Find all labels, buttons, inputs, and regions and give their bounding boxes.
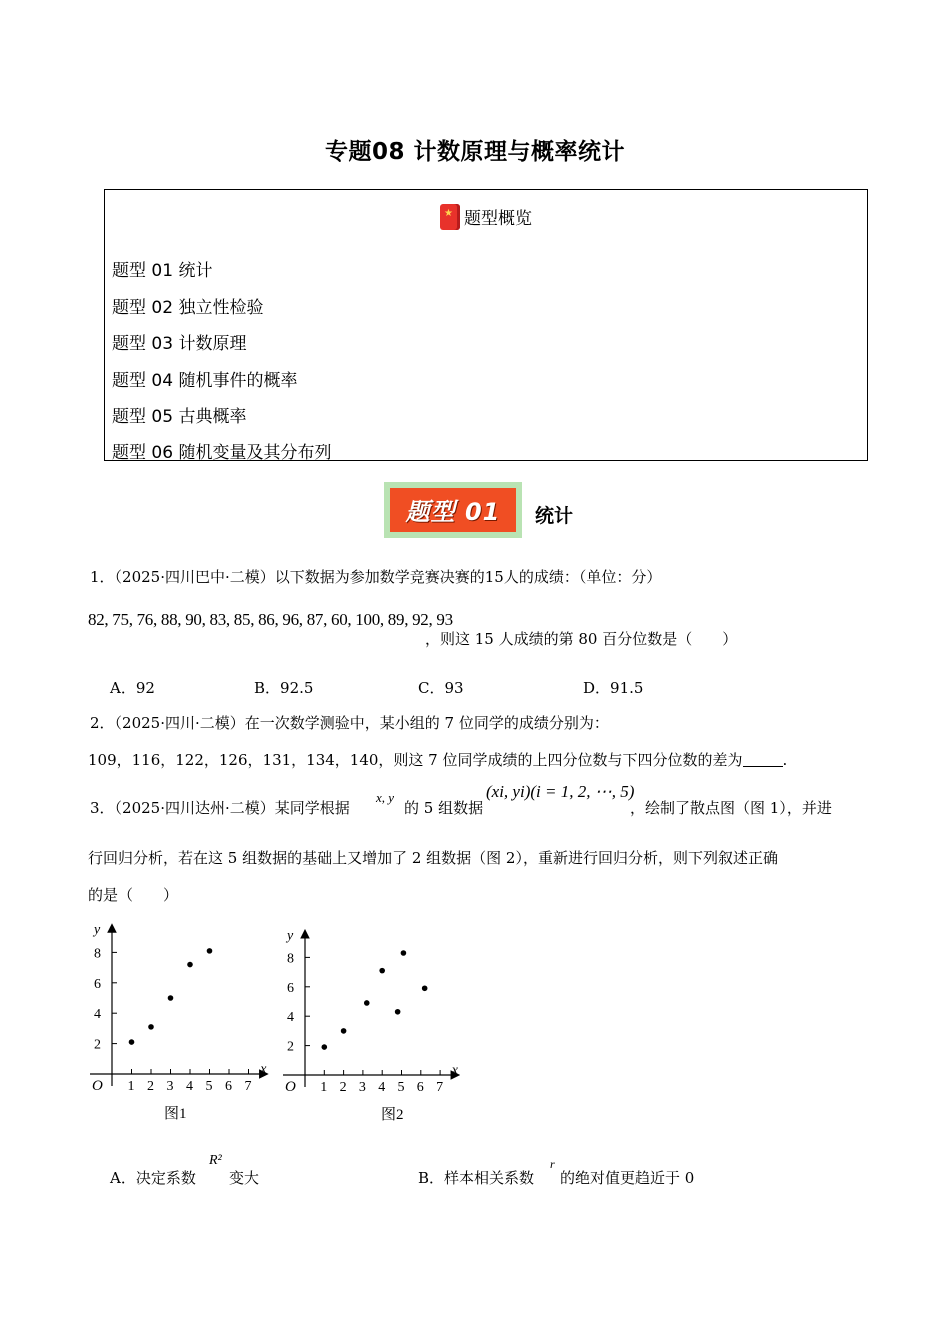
book-icon bbox=[440, 204, 460, 230]
q1-question: ，则这 15 人成绩的第 80 百分位数是（ ） bbox=[425, 630, 738, 648]
q3-line3: 的是（ ） bbox=[88, 886, 179, 904]
data-point bbox=[379, 968, 385, 974]
origin-label: O bbox=[285, 1079, 296, 1095]
x-tick-label: 5 bbox=[397, 1080, 405, 1095]
data-point bbox=[187, 962, 193, 968]
y-tick-label: 8 bbox=[287, 951, 294, 967]
data-point bbox=[129, 1039, 135, 1045]
x-tick-label: 2 bbox=[147, 1079, 154, 1094]
y-tick-label: 6 bbox=[287, 980, 294, 996]
x-tick-label: 5 bbox=[205, 1079, 213, 1094]
scatter-figures bbox=[80, 908, 480, 1128]
y-tick-label: 4 bbox=[94, 1007, 101, 1023]
data-point bbox=[341, 1028, 347, 1034]
toc-item-6[interactable]: 题型 06 随机变量及其分布列 bbox=[112, 443, 332, 463]
y-axis-label: y bbox=[94, 922, 101, 938]
data-point bbox=[322, 1044, 328, 1050]
toc-heading-text: 题型概览 bbox=[464, 209, 532, 229]
data-point bbox=[148, 1024, 154, 1030]
scatter-chart-2 bbox=[283, 928, 459, 1123]
q1-intro: 1．（2025·四川巴中·二模）以下数据为参加数学竞赛决赛的15人的成绩：（单位：分） bbox=[90, 568, 662, 586]
q2-line2 bbox=[88, 749, 787, 770]
q2-intro: 2．（2025·四川·二模）在一次数学测验中，某小组的 7 位同学的成绩分别为： bbox=[90, 714, 609, 732]
x-tick-label: 2 bbox=[339, 1080, 347, 1095]
q1-option-d[interactable]: D．91.5 bbox=[583, 679, 644, 697]
y-tick-label: 2 bbox=[94, 1037, 101, 1053]
x-tick-label: 7 bbox=[436, 1080, 444, 1095]
toc-item-2[interactable]: 题型 02 独立性检验 bbox=[112, 298, 264, 318]
r-squared-symbol: R² bbox=[209, 1153, 222, 1168]
y-tick-label: 2 bbox=[287, 1039, 294, 1055]
toc-item-3[interactable]: 题型 03 计数原理 bbox=[112, 334, 247, 354]
y-tick-label: 8 bbox=[94, 946, 101, 962]
data-point bbox=[401, 950, 407, 956]
answer-blank[interactable] bbox=[743, 752, 783, 767]
y-tick-label: 4 bbox=[287, 1010, 294, 1026]
section-title: 统计 bbox=[535, 505, 574, 527]
data-point bbox=[207, 948, 213, 954]
y-axis-label: y bbox=[287, 928, 294, 944]
x-tick-label: 6 bbox=[225, 1079, 232, 1094]
q3-part3: ，绘制了散点图（图 1），并进 bbox=[630, 799, 832, 817]
toc-heading bbox=[105, 204, 867, 230]
x-tick-label: 4 bbox=[186, 1079, 193, 1094]
q2-end: . bbox=[782, 751, 788, 769]
r-symbol: r bbox=[550, 1157, 555, 1171]
q2-line2-text: 109，116，122，126，131，134，140，则这 7 位同学成绩的上四分位数与下四分位数的差为 bbox=[88, 751, 743, 769]
q3-line2: 行回归分析，若在这 5 组数据的基础上又增加了 2 组数据（图 2），重新进行回归分析，则下列叙述正确 bbox=[88, 849, 778, 867]
x-tick-label: 3 bbox=[358, 1080, 366, 1095]
q3-option-a-post: 变大 bbox=[229, 1169, 260, 1187]
data-point bbox=[422, 985, 428, 991]
data-point bbox=[168, 995, 174, 1001]
y-tick-label: 6 bbox=[94, 976, 101, 992]
q3-option-a-pre: A．决定系数 bbox=[110, 1169, 196, 1187]
toc-box bbox=[104, 189, 868, 461]
q3-pairs: (xi, yi)(i = 1, 2, ⋯, 5) bbox=[486, 782, 635, 801]
x-tick-label: 4 bbox=[378, 1080, 386, 1095]
section-badge bbox=[384, 482, 522, 538]
figure-caption: 图1 bbox=[164, 1106, 187, 1122]
toc-item-1[interactable]: 题型 01 统计 bbox=[112, 261, 213, 281]
page-title: 专题08 计数原理与概率统计 bbox=[324, 139, 625, 165]
q1-option-b[interactable]: B．92.5 bbox=[254, 679, 314, 697]
origin-label: O bbox=[92, 1078, 103, 1094]
figure-caption: 图2 bbox=[381, 1107, 404, 1123]
q3-option-a[interactable] bbox=[110, 1167, 196, 1188]
x-tick-label: 3 bbox=[166, 1079, 174, 1094]
q1-data: 82, 75, 76, 88, 90, 83, 85, 86, 96, 87, 60, 100, 89, 92, 93 bbox=[88, 610, 453, 629]
q1-option-a[interactable]: A．92 bbox=[110, 679, 155, 697]
scatter-chart-1 bbox=[90, 923, 267, 1122]
q3-part2: 的 5 组数据 bbox=[404, 799, 484, 817]
x-tick-label: 1 bbox=[127, 1079, 135, 1094]
data-point bbox=[395, 1009, 401, 1015]
toc-item-4[interactable]: 题型 04 随机事件的概率 bbox=[112, 371, 298, 391]
q3-option-b-post: 的绝对值更趋近于 0 bbox=[560, 1169, 695, 1187]
x-axis-label: x bbox=[260, 1062, 267, 1077]
q3-vars: x, y bbox=[376, 790, 395, 805]
q3-part1: 3．（2025·四川达州·二模）某同学根据 bbox=[90, 799, 350, 817]
q3-option-b-pre: B．样本相关系数 bbox=[418, 1169, 535, 1187]
section-badge-text: 题型 01 bbox=[405, 498, 501, 526]
x-tick-label: 7 bbox=[244, 1079, 252, 1094]
data-point bbox=[364, 1000, 370, 1006]
toc-item-5[interactable]: 题型 05 古典概率 bbox=[112, 407, 247, 427]
x-axis-label: x bbox=[451, 1063, 458, 1078]
q1-option-c[interactable]: C．93 bbox=[418, 679, 464, 697]
x-tick-label: 6 bbox=[416, 1080, 424, 1095]
q3-option-b[interactable] bbox=[418, 1167, 534, 1188]
x-tick-label: 1 bbox=[320, 1080, 328, 1095]
